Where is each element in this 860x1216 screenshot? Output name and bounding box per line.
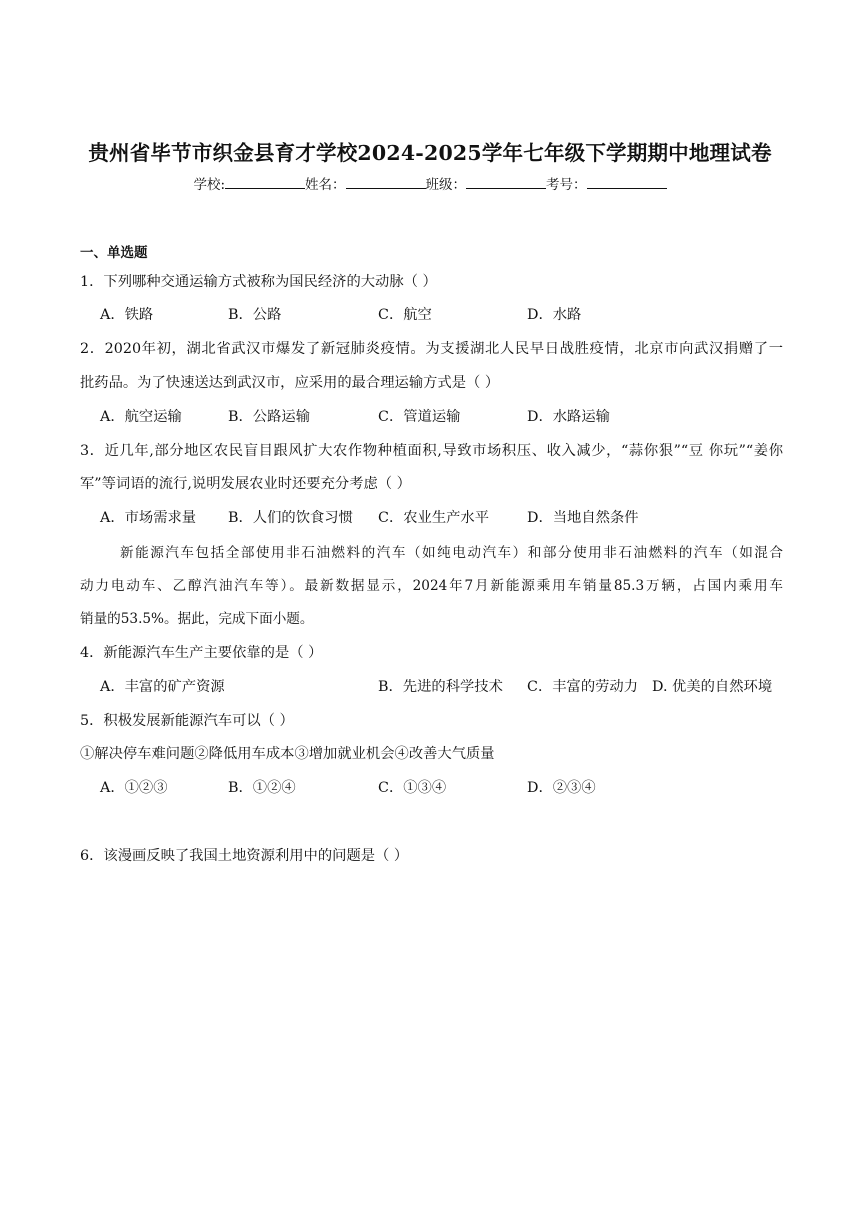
passage-line-2: 动力电动车、乙醇汽油汽车等）。最新数据显示，2024年7月新能源乘用车销量85.3万辆，占国内乘用车 — [80, 578, 783, 594]
exam-number-label: 考号： — [546, 177, 587, 193]
question-3-stem-line-2: 军”等词语的流行,说明发展农业时还要充分考虑（ ） — [80, 476, 411, 492]
class-blank[interactable] — [466, 176, 546, 189]
option-d: D．②③④ — [527, 780, 596, 796]
passage-line-3: 销量的53.5%。据此，完成下面小题。 — [80, 611, 314, 627]
option-c: C．农业生产水平 — [378, 510, 490, 526]
question-1-stem: 1．下列哪种交通运输方式被称为国民经济的大动脉（ ） — [80, 274, 437, 290]
question-5-statement: ①解决停车难问题②降低用车成本③增加就业机会④改善大气质量 — [80, 746, 495, 762]
student-info-line — [0, 173, 860, 193]
option-c: C．航空 — [378, 307, 432, 323]
option-d: D．当地自然条件 — [527, 510, 639, 526]
option-a: A．丰富的矿产资源 — [100, 679, 225, 695]
option-a: A．①②③ — [100, 780, 168, 796]
question-5-stem: 5．积极发展新能源汽车可以（ ） — [80, 713, 294, 729]
class-label: 班级： — [425, 177, 467, 193]
question-2-stem-line-2: 批药品。为了快速送达到武汉市，应采用的最合理运输方式是（ ） — [80, 375, 500, 391]
option-c: C．管道运输 — [378, 409, 461, 425]
option-d: D．水路运输 — [527, 409, 610, 425]
name-label: 姓名： — [305, 177, 346, 193]
option-b: B．①②④ — [228, 780, 296, 796]
question-2-stem-line-1: 2．2020年初，湖北省武汉市爆发了新冠肺炎疫情。为支援湖北人民早日战胜疫情，北京市向武汉捐赠了一 — [80, 341, 783, 357]
option-a: A．航空运输 — [100, 409, 182, 425]
question-4-stem: 4．新能源汽车生产主要依靠的是（ ） — [80, 645, 323, 661]
option-c: C．丰富的劳动力 — [527, 679, 639, 695]
option-b: B．公路运输 — [228, 409, 310, 425]
exam-title: 贵州省毕节市织金县育才学校2024-2025学年七年级下学期期中地理试卷 — [88, 141, 772, 165]
exam-number-blank[interactable] — [587, 176, 667, 189]
option-c: C．①③④ — [378, 780, 447, 796]
option-b: B．先进的科学技术 — [378, 679, 503, 695]
option-a: A．铁路 — [100, 307, 154, 323]
section-heading: 一、单选题 — [80, 245, 148, 261]
passage-line-1: 新能源汽车包括全部使用非石油燃料的汽车（如纯电动汽车）和部分使用非石油燃料的汽车（如混合 — [120, 545, 783, 561]
option-b: B．公路 — [228, 307, 282, 323]
option-b: B．人们的饮食习惯 — [228, 510, 353, 526]
option-d: D. 优美的自然环境 — [652, 679, 773, 695]
question-6-stem: 6．该漫画反映了我国土地资源利用中的问题是（ ） — [80, 848, 409, 864]
question-3-stem-line-1: 3．近几年,部分地区农民盲目跟风扩大农作物种植面积,导致市场积压、收入减少，“蒜你狠”“豆 你玩”“姜你 — [80, 443, 783, 459]
option-a: A．市场需求量 — [100, 510, 197, 526]
name-blank[interactable] — [346, 176, 426, 189]
option-d: D．水路 — [527, 307, 582, 323]
school-label: 学校: — [193, 177, 226, 193]
school-blank[interactable] — [225, 176, 305, 189]
